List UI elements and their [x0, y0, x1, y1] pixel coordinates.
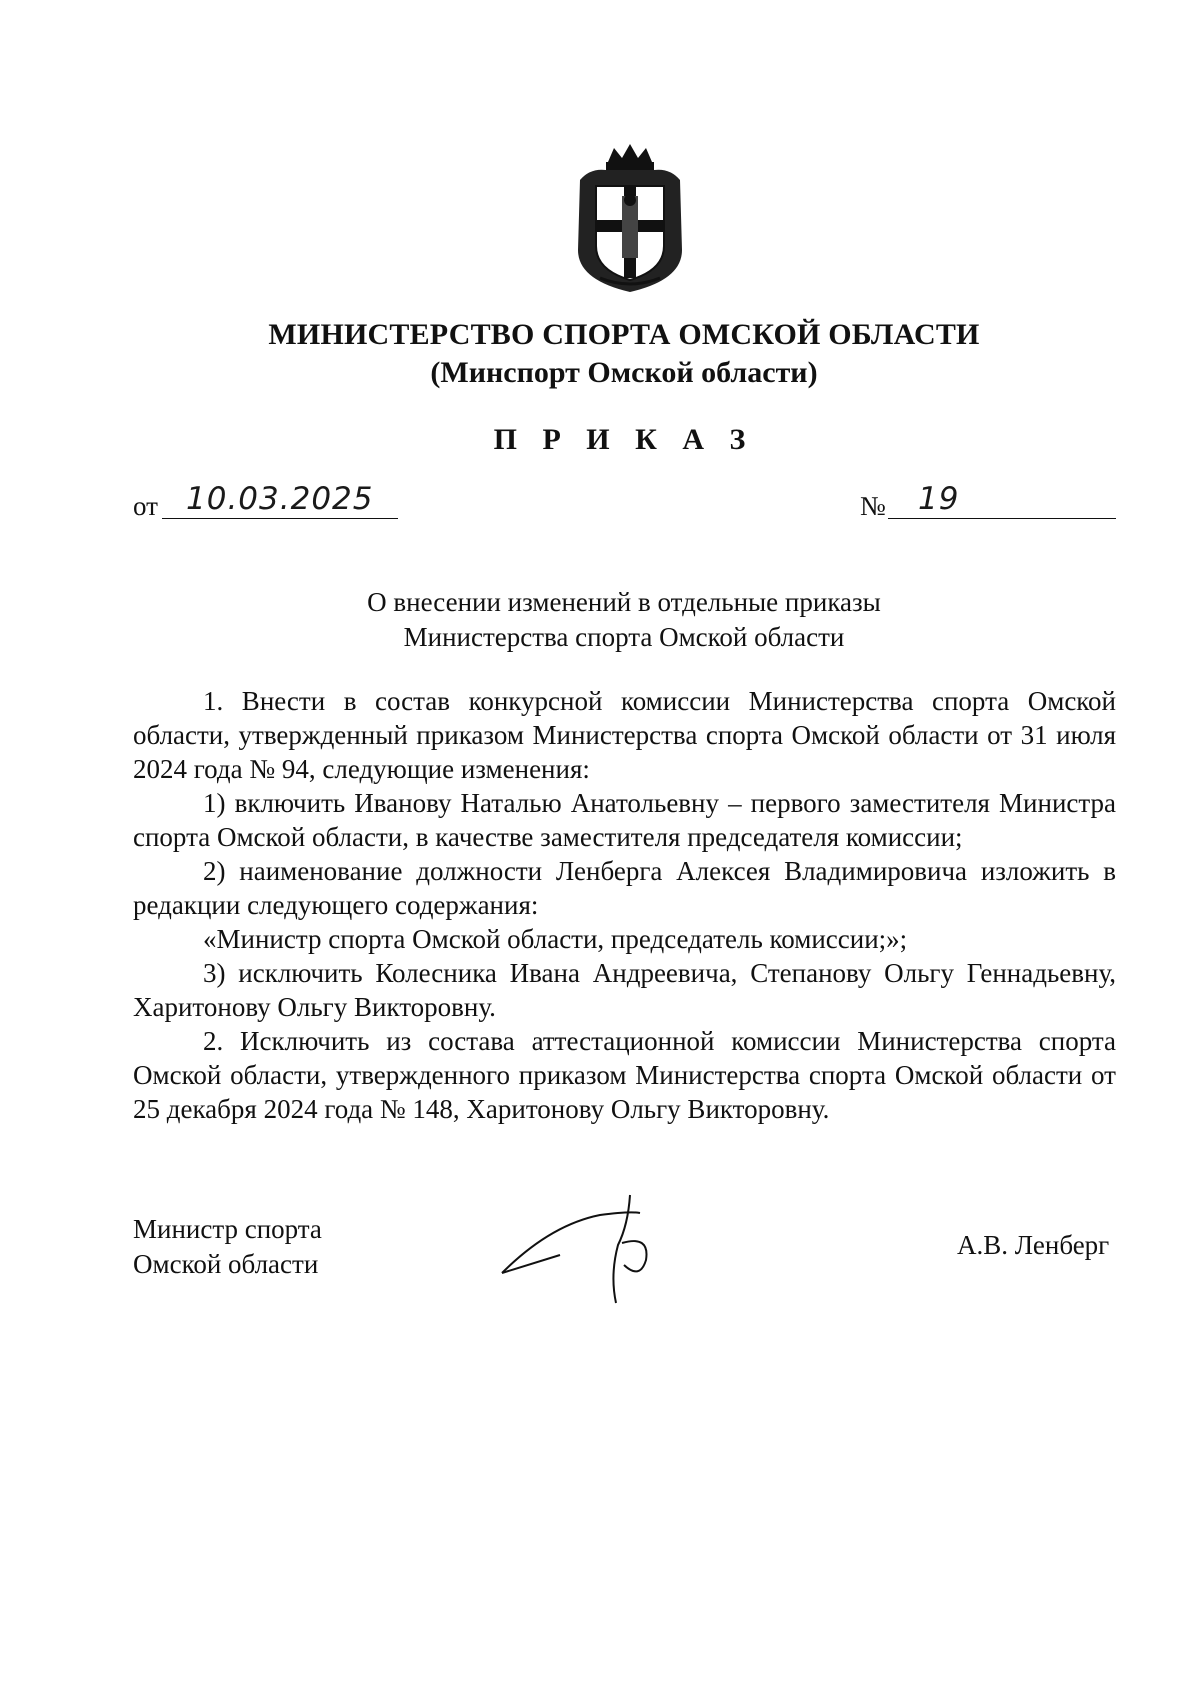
handwritten-signature	[490, 1185, 710, 1305]
handwritten-date: 10.03.2025	[186, 481, 374, 517]
date-underline	[162, 518, 398, 519]
order-subject	[0, 585, 1200, 655]
ministry-short-name: (Минспорт Омской области)	[430, 356, 818, 389]
signatory-title-line: Министр спорта	[133, 1214, 322, 1244]
signer-name: А.В. Ленберг	[957, 1230, 1110, 1260]
ministry-name: МИНИСТЕРСТВО СПОРТА ОМСКОЙ ОБЛАСТИ	[268, 318, 980, 351]
handwritten-number: 19	[918, 481, 960, 517]
document-type-title: П Р И К А З	[493, 423, 755, 456]
signatory-title	[133, 1212, 322, 1282]
subject-line: Министерства спорта Омской области	[403, 622, 845, 652]
body-paragraph: 1) включить Иванову Наталью Анатольевну – первого заместителя Министра спорта Омской области, в качестве заместителя председателя комиссии;	[133, 788, 1116, 852]
body-paragraph: 3) исключить Колесника Ивана Андреевича, Степанову Ольгу Геннадьевну, Харитонову Ольгу Викторовну.	[133, 958, 1116, 1022]
body-paragraph: «Министр спорта Омской области, председатель комиссии;»;	[203, 924, 908, 954]
date-label: от	[133, 491, 158, 521]
order-body	[133, 684, 1116, 1126]
body-paragraph: 1. Внести в состав конкурсной комиссии Министерства спорта Омской области, утвержденный приказом Министерства спорта Омской области от 31 июля 2024 года № 94, следующие изменения:	[133, 686, 1116, 784]
coat-of-arms-emblem	[570, 140, 690, 295]
subject-line: О внесении изменений в отдельные приказы	[367, 587, 881, 617]
body-paragraph: 2) наименование должности Ленберга Алексея Владимировича изложить в редакции следующего содержания:	[133, 856, 1116, 920]
body-paragraph: 2. Исключить из состава аттестационной комиссии Министерства спорта Омской области, утвержденного приказом Министерства спорта Омской области от 25 декабря 2024 года № 148, Харитонову Ольгу Викторовну.	[133, 1026, 1116, 1124]
number-underline	[888, 518, 1116, 519]
signatory-title-line: Омской области	[133, 1249, 319, 1279]
number-label: №	[860, 491, 886, 521]
